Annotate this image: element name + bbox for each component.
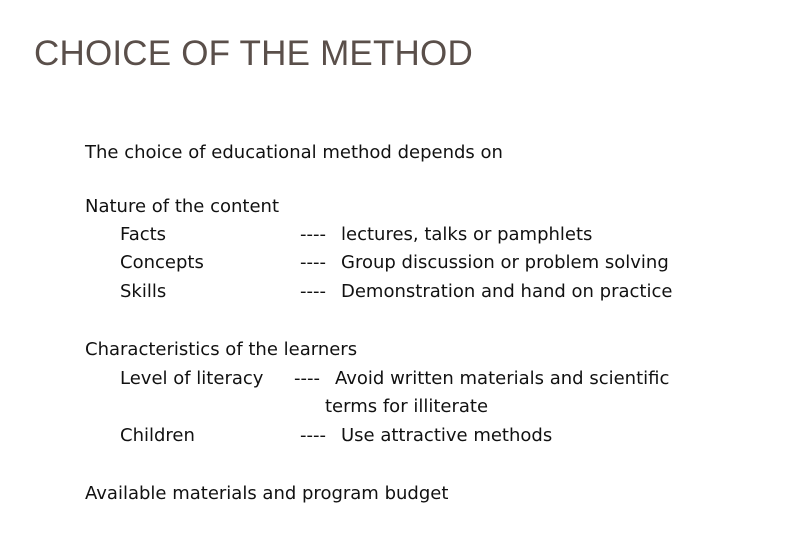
concepts-term: Concepts	[120, 252, 204, 273]
children-dash: ----	[300, 425, 326, 446]
skills-desc: Demonstration and hand on practice	[341, 281, 673, 302]
intro-text: The choice of educational method depends on	[85, 142, 503, 163]
concepts-dash: ----	[300, 252, 326, 273]
literacy-desc-line1: Avoid written materials and scientific	[335, 368, 670, 389]
facts-term: Facts	[120, 224, 167, 245]
concepts-desc: Group discussion or problem solving	[341, 252, 669, 273]
literacy-desc-line2: terms for illiterate	[325, 396, 489, 417]
literacy-dash: ----	[294, 368, 320, 389]
facts-dash: ----	[300, 224, 326, 245]
learners-heading: Characteristics of the learners	[85, 339, 358, 360]
available-materials-point: Available materials and program budget	[85, 483, 449, 504]
children-desc: Use attractive methods	[341, 425, 553, 446]
literacy-term: Level of literacy	[120, 368, 264, 389]
facts-desc: lectures, talks or pamphlets	[341, 224, 593, 245]
children-term: Children	[120, 425, 195, 446]
skills-dash: ----	[300, 281, 326, 302]
nature-heading: Nature of the content	[85, 196, 280, 217]
skills-term: Skills	[120, 281, 167, 302]
slide-title: CHOICE OF THE METHOD	[34, 34, 473, 73]
